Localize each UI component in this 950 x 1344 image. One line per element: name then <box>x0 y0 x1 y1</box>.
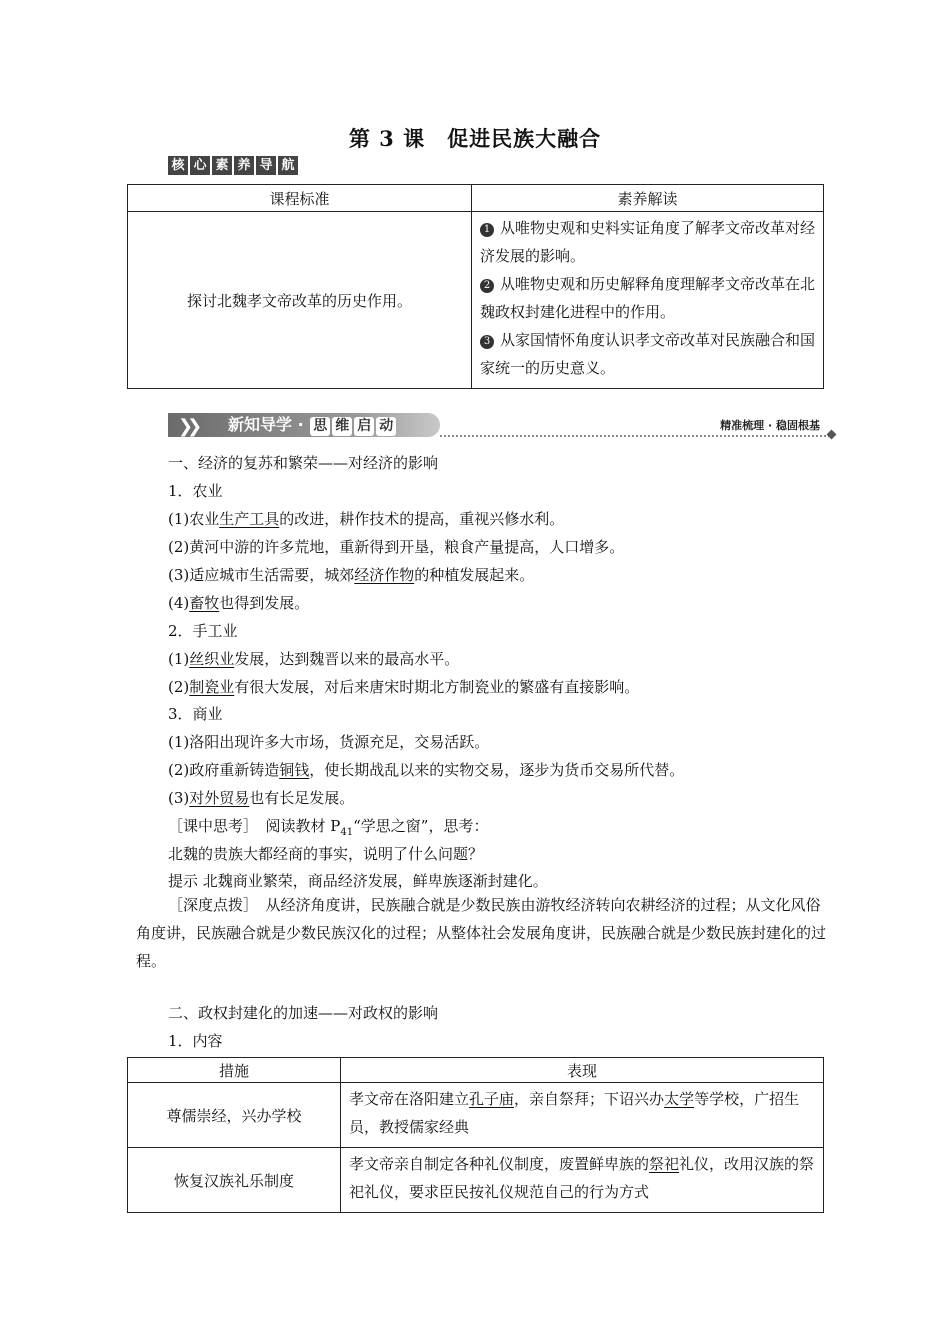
list-item: (2)制瓷业有很大发展，对后来唐宋时期北方制瓷业的繁盛有直接影响。 <box>168 678 640 696</box>
nav-tag-char: 素 <box>212 156 232 175</box>
page-title: 第 3 课 促进民族大融合 <box>348 126 602 151</box>
nav-tag-char: 核 <box>168 156 188 175</box>
course-standard: 探讨北魏孝文帝改革的历史作用。 <box>128 212 472 389</box>
nav-tag-char: 航 <box>278 156 298 175</box>
list-item: (2)政府重新铸造铜钱，使长期战乱以来的实物交易，逐步为货币交易所代替。 <box>168 761 685 779</box>
core-literacy-nav-tag <box>168 156 298 175</box>
list-item: (3)适应城市生活需要，城郊经济作物的种植发展起来。 <box>168 566 535 584</box>
detail-cell: 孝文帝亲自制定各种礼仪制度，废置鲜卑族的祭祀礼仪，改用汉族的祭祀礼仪，要求臣民按礼仪规范自己的行为方式 <box>341 1148 824 1213</box>
subsection-label: 1．内容 <box>168 1032 223 1050</box>
table-header: 措施 <box>128 1058 341 1083</box>
subsection-label: 2．手工业 <box>168 622 238 640</box>
table-row <box>128 1148 824 1213</box>
think-hint: 提示 北魏商业繁荣，商品经济发展，鲜卑族逐渐封建化。 <box>168 872 548 890</box>
nav-tag-char: 心 <box>190 156 210 175</box>
number-badge-icon: 2 <box>480 279 494 293</box>
measures-table <box>127 1057 824 1213</box>
table-header: 课程标准 <box>128 185 472 212</box>
nav-tag-char: 养 <box>234 156 254 175</box>
number-badge-icon: 1 <box>480 223 494 237</box>
list-item: (1)洛阳出现许多大市场，货源充足，交易活跃。 <box>168 733 490 751</box>
banner-title: 新知导学 · <box>228 415 310 434</box>
literacy-point: 2 从唯物史观和历史解释角度理解孝文帝改革在北魏政权封建化进程中的作用。 <box>480 275 816 321</box>
section-banner: ❯❯ 新知导学 · 思 维 启 动 精准梳理 · 稳固根基 <box>168 413 836 439</box>
literacy-point: 3 从家国情怀角度认识孝文帝改革对民族融合和国家统一的历史意义。 <box>480 331 816 377</box>
literacy-point: 1 从唯物史观和史料实证角度了解孝文帝改革对经济发展的影响。 <box>480 219 816 265</box>
standards-table <box>127 184 824 389</box>
think-question: 北魏的贵族大都经商的事实，说明了什么问题？ <box>168 845 484 863</box>
double-chevron-icon: ❯❯ <box>178 416 197 437</box>
subsection-label: 3．商业 <box>168 705 223 723</box>
subsection-label: 1．农业 <box>168 482 223 500</box>
measure-cell: 尊儒崇经，兴办学校 <box>128 1083 341 1148</box>
dotted-divider <box>440 435 830 437</box>
measure-cell: 恢复汉族礼乐制度 <box>128 1148 341 1213</box>
list-item: (2)黄河中游的许多荒地，重新得到开垦，粮食产量提高，人口增多。 <box>168 538 625 556</box>
nav-tag-char: 导 <box>256 156 276 175</box>
banner-subtitle: 精准梳理 · 稳固根基 <box>720 419 820 432</box>
literacy-points <box>472 212 824 389</box>
list-item: (3)对外贸易也有长足发展。 <box>168 789 355 807</box>
list-item: (1)农业生产工具的改进，耕作技术的提高，重视兴修水利。 <box>168 510 565 528</box>
table-header: 表现 <box>341 1058 824 1083</box>
table-header: 素养解读 <box>472 185 824 212</box>
list-item: (4)畜牧也得到发展。 <box>168 594 310 612</box>
section-heading: 一、经济的复苏和繁荣——对经济的影响 <box>168 454 439 472</box>
table-row <box>128 1083 824 1148</box>
deep-insight: ［深度点拨］ 从经济角度讲，民族融合就是少数民族由游牧经济转向农耕经济的过程；从文化风俗角度讲，民族融合就是少数民族汉化的过程；从整体社会发展角度讲，民族融合就是少数民族封建化的过程。 <box>136 896 827 970</box>
number-badge-icon: 3 <box>480 335 494 349</box>
section-heading: 二、政权封建化的加速——对政权的影响 <box>168 1004 439 1022</box>
think-prompt: ［课中思考］ 阅读教材 $P_{41}“$学思之窗”，思考： <box>168 817 489 838</box>
detail-cell: 孝文帝在洛阳建立孔子庙，亲自祭拜；下诏兴办太学等学校，广招生员，教授儒家经典 <box>341 1083 824 1148</box>
diamond-icon <box>827 430 837 440</box>
list-item: (1)丝织业发展，达到魏晋以来的最高水平。 <box>168 650 460 668</box>
